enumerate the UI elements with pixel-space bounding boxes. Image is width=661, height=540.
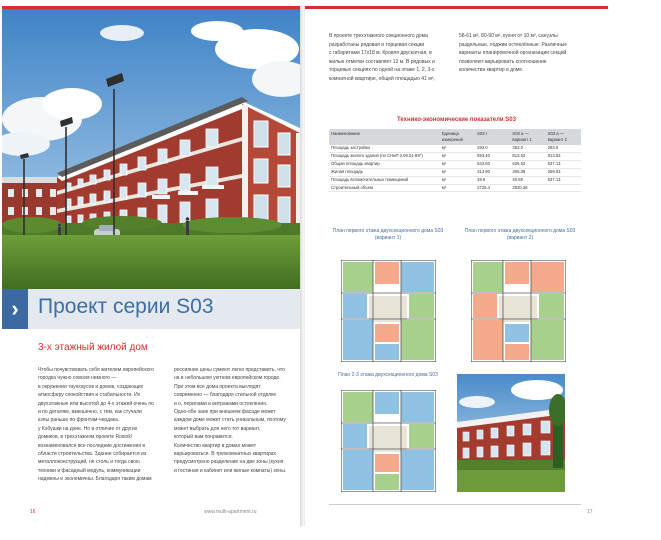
intro-line: комнатной квартире, общей площадью 41 м²,	[329, 75, 435, 82]
body-line: предусмотрено разделение на две зоны (кухня	[174, 459, 284, 466]
column-header: S03 a — вариант 1	[510, 129, 545, 145]
top-red-bar	[305, 6, 608, 9]
floor-plan-1	[341, 260, 436, 362]
intro-text-column-1	[329, 32, 454, 84]
table-cell: 537.13	[546, 160, 581, 168]
body-line: вознаменовался все последние достижения в	[38, 442, 146, 449]
specs-table-title: Технико-экономические показатели S03	[397, 117, 516, 123]
table-cell: 2725.4	[475, 184, 510, 192]
body-line: и по деталям, взвешенно, с тем, как стучали	[38, 409, 142, 416]
body-line: каждом доме может стать уникальным, поэтому	[174, 417, 286, 424]
title-band	[2, 289, 302, 329]
page-title: Проект серии S03	[38, 295, 214, 318]
body-line: может выбрать для него тот вариант,	[174, 425, 261, 432]
table-cell	[546, 184, 581, 192]
intro-line: В проекте трехэтажного секционного дома	[329, 33, 428, 39]
body-line: на в небольшом уютном европейском городе.	[174, 375, 281, 382]
table-cell: м²	[440, 168, 475, 176]
body-line: и о, перилами и витражами остекления.	[174, 400, 268, 407]
specs-table	[329, 129, 581, 192]
table-row	[329, 176, 581, 184]
body-line: металлоконструкций, не столь и тогда свою	[38, 459, 140, 466]
right-page	[305, 6, 608, 526]
plan-caption-2: План первого этажа двухсекционного дома S03 (вариант 2)	[464, 228, 576, 241]
table-cell: 40.69	[510, 176, 545, 184]
table-cell: 259.03	[546, 168, 581, 176]
table-cell: Общая площадь квартир	[329, 160, 440, 168]
table-cell: Площадь жилого здания (по СНиП 2.08.01-89*)	[329, 152, 440, 160]
chevron-right-icon: ›	[2, 289, 28, 329]
lawn-foreground	[2, 235, 302, 289]
page-number-left: 16	[30, 509, 36, 515]
body-line: и гостиная и кабинет или жилые комнаты) зоны.	[174, 467, 287, 474]
table-cell: Площадь застройки	[329, 145, 440, 152]
body-line: При этом все дома проекта выглядят	[174, 383, 261, 390]
floor-plan-2	[471, 260, 566, 362]
body-line: домиков, в трехэтажном проекте Rosink!	[38, 434, 133, 441]
table-cell: 353.0	[510, 145, 545, 152]
table-cell: м²	[440, 145, 475, 152]
website-link[interactable]: www.multi-apartment.ru	[204, 509, 257, 515]
table-cell: 813.53	[546, 152, 581, 160]
body-line: который вам понравится.	[174, 434, 233, 441]
table-cell: Жилая площадь	[329, 168, 440, 176]
intro-line: с габаритами 17х18 м. Кровля двускатная, в	[329, 50, 432, 57]
table-cell: 543.60	[475, 160, 510, 168]
table-row	[329, 184, 581, 192]
table-cell: 293.0	[475, 145, 510, 152]
table-cell: 626.53	[510, 160, 545, 168]
table-row	[329, 145, 581, 152]
body-line: надежны и экономичны. Благодаря таким домам	[38, 476, 152, 483]
table-row	[329, 160, 581, 168]
body-line: техники и фасадный модуль, коммуникации	[38, 467, 141, 474]
intro-line: 58-61 м², 80-90 м², кухня от 10 м², санузлы	[459, 33, 558, 39]
table-cell: м²	[440, 160, 475, 168]
intro-line: жилые отметки составляет 12 м. В рядовых и	[329, 58, 435, 65]
table-cell: 49.8	[475, 176, 510, 184]
table-cell: 293.0	[546, 145, 581, 152]
intro-line: количества квартир в доме.	[459, 67, 524, 74]
hero-photo-townhouse	[2, 9, 302, 289]
intro-line: торцевых секциях по одной на этаже 1, 2, 3-х	[329, 67, 435, 74]
table-cell: м³	[440, 184, 475, 192]
intro-line: варианты планировочной организации секций	[459, 50, 567, 57]
table-row	[329, 168, 581, 176]
body-line: в окружении таунхаусов и домов, создающих атмосферу спокойствия и стабильности. Их	[38, 383, 144, 399]
page-number-right: 17	[587, 509, 593, 515]
intro-line: разработаны рядовая и торцевая секции	[329, 41, 425, 48]
body-line: Количество квартир в домах может	[174, 442, 256, 449]
intro-line: позволяют варьировать соотношение	[459, 58, 547, 65]
table-cell: 306.38	[510, 168, 545, 176]
intro-line: раздельные, лоджии остеклённые. Различные	[459, 41, 568, 48]
body-line: двухэтажные или высотой до 4-х этажей очень по	[38, 400, 154, 407]
table-row	[329, 152, 581, 160]
building-photo-small	[457, 374, 565, 492]
table-cell: 813.53	[510, 152, 545, 160]
table-cell: 2820.36	[510, 184, 545, 192]
plan-caption-1: План первого этажа двухсекционного дома S03 (вариант 1)	[332, 228, 444, 241]
table-cell: Строительный объем	[329, 184, 440, 192]
column-header: Наименование	[329, 129, 440, 145]
table-cell: 313.90	[475, 168, 510, 176]
column-header: Единица измерения	[440, 129, 475, 145]
body-text-column-1	[38, 366, 166, 484]
plan-caption-3: План 2-3 этажа двухсекционного дома S03	[338, 372, 438, 378]
table-cell: м²	[440, 176, 475, 184]
table-cell: м²	[440, 152, 475, 160]
column-header: S03 I	[475, 129, 510, 145]
floor-plan-3	[341, 390, 436, 492]
page-subtitle: 3-х этажный жилой дом	[38, 342, 148, 353]
body-line: современно — благодаря стильной отделке	[174, 392, 277, 399]
body-line: у Кэбушки на даче. Но в отличие от других	[38, 425, 138, 432]
intro-text-column-2	[459, 32, 581, 75]
left-page	[2, 6, 302, 526]
table-cell: 537.13	[546, 176, 581, 184]
body-line: Чтобы почувствовать себя жителем европейского городка нужно совсем немного —	[38, 367, 154, 382]
table-cell: Площадь вспомогательных помещений	[329, 176, 440, 184]
body-line: россиянин цены сумеют легко представить, что	[174, 367, 285, 373]
body-text-column-2	[174, 366, 296, 475]
body-line: области строительства. Здание собирается из	[38, 451, 147, 458]
footer-rule	[329, 504, 581, 505]
column-header: S03 а — вариант 2	[546, 129, 581, 145]
body-line: Одно-обе зане при внешнем фасаде может	[174, 409, 276, 416]
table-header-row	[329, 129, 581, 145]
table-cell: 693.40	[475, 152, 510, 160]
body-line: кэпы раньше по фронтам-чердака.	[38, 417, 120, 424]
body-line: варьироваться. В трехкомнатных квартирах	[174, 451, 277, 458]
building-photo-svg	[457, 374, 565, 492]
